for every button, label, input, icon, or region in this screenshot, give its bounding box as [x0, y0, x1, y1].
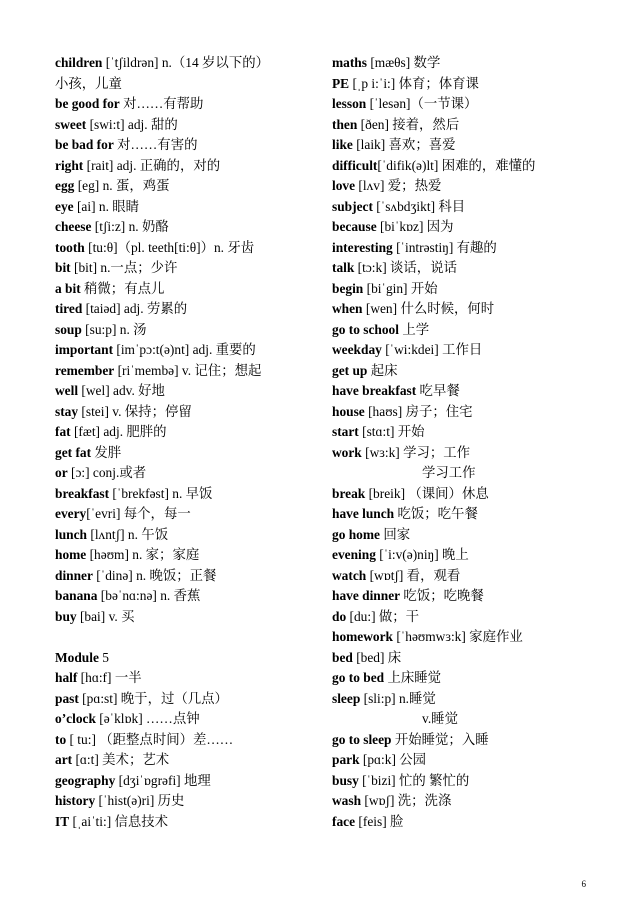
vocab-definition: [ˈdinə] n. 晚饭；正餐	[92, 567, 217, 583]
vocab-definition: 上学	[398, 321, 430, 337]
vocab-definition: 学习工作	[422, 465, 476, 480]
vocab-entry	[332, 279, 592, 300]
vocab-word: weekday	[332, 342, 382, 357]
vocab-definition: [ˌp i:ˈi:] 体育；体育课	[349, 75, 479, 91]
vocab-word: every	[55, 506, 87, 521]
vocab-entry	[332, 771, 592, 792]
vocab-entry	[332, 443, 592, 464]
vocab-entry	[55, 709, 310, 730]
vocab-definition: 对……有害的	[113, 137, 198, 152]
vocab-word: tooth	[55, 239, 85, 255]
vocab-entry	[55, 53, 310, 74]
vocab-definition: [ˈtʃildrən] n.（14 岁以下的）	[102, 55, 269, 70]
vocab-entry	[332, 525, 592, 546]
page-number: 6	[581, 879, 586, 889]
vocab-word: have breakfast	[332, 383, 417, 398]
vocab-definition: [tʃi:z] n. 奶酪	[91, 219, 169, 234]
vocab-definition: [haʊs] 房子；住宅	[364, 403, 473, 419]
vocab-definition: [ˌaiˈti:] 信息技术	[69, 813, 169, 829]
vocab-entry	[332, 53, 592, 74]
vocab-word: bit	[55, 260, 71, 275]
vocab-word: subject	[332, 198, 373, 214]
vocab-entry	[332, 217, 592, 238]
vocab-definition: [ðen] 接着，然后	[357, 116, 460, 132]
vocab-word: maths	[332, 55, 367, 70]
vocab-word: important	[55, 342, 114, 357]
vocab-word: o’clock	[55, 711, 96, 726]
vocab-entry	[332, 689, 592, 710]
vocab-entry	[332, 422, 592, 443]
vocab-definition: [biˈkɒz] 因为	[376, 219, 454, 234]
vocab-definition: [ˈbrekfəst] n. 早饭	[109, 485, 213, 501]
vocab-definition: [əˈklɒk] ……点钟	[95, 711, 200, 726]
vocab-word: get fat	[55, 444, 92, 460]
vocab-definition: 对……有帮助	[119, 96, 204, 111]
vocab-word: fat	[55, 424, 71, 439]
vocab-entry	[332, 566, 592, 587]
vocab-word: art	[55, 752, 73, 767]
vocab-definition: [wɒʃ] 洗；洗涤	[361, 793, 452, 808]
vocab-entry	[332, 545, 592, 566]
vocab-definition: [ˈhəʊmwɜ:k] 家庭作业	[393, 629, 523, 644]
vocab-entry	[332, 156, 592, 177]
vocab-word: well	[55, 383, 79, 398]
vocab-definition: [pɑ:st] 晚于，过（几点）	[78, 690, 228, 706]
vocab-word: when	[332, 301, 363, 316]
vocab-word: eye	[55, 198, 74, 214]
vocab-word: Module	[55, 649, 99, 665]
vocab-entry	[55, 545, 310, 566]
vocab-definition: [dʒiˈɒgrəfi] 地理	[115, 772, 211, 788]
vocab-word: go to school	[332, 321, 399, 337]
vocab-definition: [ˈhist(ə)ri] 历史	[95, 793, 185, 808]
vocab-entry	[55, 197, 310, 218]
vocab-definition: 小孩，儿童	[55, 75, 122, 91]
vocab-word: a bit	[55, 280, 81, 296]
vocab-word: right	[55, 157, 84, 173]
vocab-entry	[55, 463, 310, 484]
vocab-definition: [wɒtʃ] 看，观看	[366, 567, 461, 583]
vocab-word: difficult	[332, 157, 378, 173]
vocab-word: half	[55, 670, 78, 685]
vocab-entry	[332, 74, 592, 95]
vocab-entry	[55, 607, 310, 628]
vocab-definition: [breik] （课间）休息	[365, 485, 489, 501]
vocab-entry	[332, 463, 592, 484]
vocab-word: bed	[332, 649, 353, 665]
vocab-definition: [wen] 什么时候，何时	[362, 301, 495, 316]
vocab-entry	[332, 812, 592, 833]
vocab-entry	[332, 197, 592, 218]
vocabulary-column-left	[55, 53, 310, 832]
vocab-entry	[332, 627, 592, 648]
vocab-definition: [taiəd] adj. 劳累的	[82, 301, 188, 316]
vocab-definition: [bəˈnɑ:nə] n. 香蕉	[97, 588, 201, 603]
vocab-definition: [ˈintrəstiŋ] 有趣的	[392, 239, 497, 255]
vocab-entry	[332, 402, 592, 423]
vocab-entry	[55, 381, 310, 402]
vocab-entry	[332, 668, 592, 689]
vocab-word: lunch	[55, 526, 88, 542]
vocab-definition: [ˈdifik(ə)lt] 困难的，难懂的	[377, 157, 536, 173]
vocab-word: stay	[55, 403, 79, 419]
vocab-definition: 上床睡觉	[384, 670, 442, 685]
vocab-definition: [lʌntʃ] n. 午饭	[87, 526, 169, 542]
vocab-entry	[332, 791, 592, 812]
vocab-word: do	[332, 608, 347, 624]
vocab-word: soup	[55, 321, 82, 337]
vocab-entry	[55, 238, 310, 259]
vocab-word: begin	[332, 280, 364, 296]
vocab-word: talk	[332, 260, 355, 275]
vocab-entry	[55, 217, 310, 238]
vocab-entry	[55, 422, 310, 443]
vocab-word: PE	[332, 75, 350, 91]
vocab-word: go to sleep	[332, 731, 392, 747]
vocab-definition: [ˈlesən]（一节课）	[366, 96, 478, 111]
vocab-entry	[55, 135, 310, 156]
vocab-definition: [mæθs] 数学	[366, 55, 441, 70]
vocab-word: past	[55, 690, 79, 706]
vocab-entry	[332, 135, 592, 156]
vocab-definition: [ɑ:t] 美术；艺术	[72, 752, 170, 767]
vocab-definition: [tɔ:k] 谈话，说话	[354, 260, 457, 275]
vocab-entry	[332, 504, 592, 525]
vocab-word: history	[55, 793, 96, 808]
vocab-word: sleep	[332, 690, 361, 706]
vocab-entry	[55, 668, 310, 689]
vocab-entry	[332, 586, 592, 607]
vocab-definition: [wɜ:k] 学习；工作	[361, 444, 471, 460]
vocab-word: busy	[332, 772, 359, 788]
vocab-word: because	[332, 219, 377, 234]
vocab-definition: 起床	[367, 362, 398, 378]
vocab-word: be bad for	[55, 137, 114, 152]
vocab-entry	[332, 607, 592, 628]
vocab-entry	[332, 238, 592, 259]
vocab-entry	[55, 566, 310, 587]
vocab-word: breakfast	[55, 485, 110, 501]
vocab-definition: [stɑ:t] 开始	[358, 424, 425, 439]
vocab-entry	[332, 381, 592, 402]
vocab-word: break	[332, 485, 366, 501]
vocab-entry	[55, 771, 310, 792]
vocab-definition: [hɑ:f] 一半	[77, 670, 142, 685]
vocab-entry	[332, 320, 592, 341]
vocab-entry	[332, 361, 592, 382]
vocab-definition: [swi:t] adj. 甜的	[86, 116, 178, 132]
vocab-word: have dinner	[332, 588, 401, 603]
vocab-word: dinner	[55, 567, 93, 583]
vocab-word: interesting	[332, 239, 393, 255]
vocab-entry	[55, 484, 310, 505]
vocab-entry	[332, 299, 592, 320]
vocab-entry	[55, 279, 310, 300]
vocab-entry	[55, 74, 310, 95]
vocab-word: start	[332, 424, 359, 439]
vocab-definition: [stei] v. 保持；停留	[78, 403, 192, 419]
vocab-definition: [fæt] adj. 肥胖的	[70, 424, 167, 439]
vocab-word: or	[55, 465, 68, 480]
vocab-word: lesson	[332, 96, 367, 111]
vocab-entry	[55, 156, 310, 177]
module-heading	[55, 648, 310, 669]
vocab-definition: [ai] n. 眼睛	[73, 198, 140, 214]
vocab-definition: 回家	[379, 526, 411, 542]
vocab-definition: 5	[98, 649, 109, 665]
vocab-definition: [ˈi:v(ə)niŋ] 晚上	[375, 547, 469, 562]
vocab-entry	[55, 402, 310, 423]
vocab-definition: [du:] 做；干	[346, 608, 420, 624]
vocab-definition: [sli:p] n.睡觉	[360, 690, 436, 706]
vocab-word: homework	[332, 629, 393, 644]
vocab-entry	[332, 730, 592, 751]
vocab-word: geography	[55, 772, 116, 788]
vocab-entry	[55, 750, 310, 771]
vocab-definition: [riˈmembə] v. 记住；想起	[114, 362, 262, 378]
vocab-entry	[332, 648, 592, 669]
vocabulary-column-right	[332, 53, 592, 832]
vocab-definition: [ tu:] （距整点时间）差……	[66, 731, 234, 747]
vocab-word: cheese	[55, 219, 92, 234]
vocab-definition: [imˈpɔ:t(ə)nt] adj. 重要的	[113, 342, 256, 357]
vocab-entry	[55, 320, 310, 341]
vocab-word: buy	[55, 608, 77, 624]
vocab-definition: [ˈevri] 每个，每一	[86, 506, 191, 521]
vocab-entry	[55, 812, 310, 833]
vocab-entry	[55, 258, 310, 279]
vocab-entry	[55, 115, 310, 136]
vocab-word: children	[55, 55, 103, 70]
vocab-word: house	[332, 403, 365, 419]
vocab-word: go home	[332, 526, 380, 542]
blank-line	[55, 627, 310, 648]
vocab-definition: [lʌv] 爱；热爱	[355, 178, 442, 193]
vocab-definition: [pɑ:k] 公园	[359, 752, 427, 767]
vocab-word: park	[332, 752, 360, 767]
vocab-definition: [su:p] n. 汤	[81, 321, 147, 337]
vocab-word: tired	[55, 301, 83, 316]
vocab-word: love	[332, 178, 356, 193]
vocab-word: remember	[55, 362, 115, 378]
vocab-entry	[332, 750, 592, 771]
vocab-word: IT	[55, 813, 70, 829]
vocab-entry	[332, 340, 592, 361]
vocab-word: work	[332, 444, 362, 460]
vocab-entry	[332, 176, 592, 197]
vocab-definition: [biˈgin] 开始	[363, 280, 438, 296]
vocab-entry	[55, 504, 310, 525]
vocab-word: get up	[332, 362, 368, 378]
vocab-definition: 吃饭；吃午餐	[394, 506, 478, 521]
vocab-word: egg	[55, 178, 75, 193]
vocab-entry	[332, 484, 592, 505]
vocab-entry	[332, 115, 592, 136]
vocab-definition: 开始睡觉；入睡	[391, 731, 489, 747]
vocab-entry	[55, 586, 310, 607]
vocab-word: face	[332, 813, 356, 829]
vocab-word: go to bed	[332, 670, 385, 685]
vocab-entry	[55, 443, 310, 464]
vocab-entry	[55, 791, 310, 812]
vocab-definition: [rait] adj. 正确的，对的	[83, 157, 221, 173]
vocab-definition: [feis] 脸	[355, 813, 404, 829]
vocab-definition: 稍微；有点儿	[80, 280, 165, 296]
vocab-entry	[332, 94, 592, 115]
vocab-entry	[55, 176, 310, 197]
vocab-entry	[332, 258, 592, 279]
vocab-entry	[55, 689, 310, 710]
vocab-definition: 吃早餐	[416, 383, 460, 398]
vocab-definition: [laik] 喜欢；喜爱	[352, 137, 456, 152]
vocab-word: evening	[332, 547, 376, 562]
vocab-entry	[55, 525, 310, 546]
vocab-entry	[55, 340, 310, 361]
vocab-definition: [bit] n.一点；少许	[70, 260, 178, 275]
vocab-word: home	[55, 547, 87, 562]
vocab-definition: 吃饭；吃晚餐	[400, 588, 484, 603]
vocab-definition: [ɔ:] conj.或者	[67, 465, 147, 480]
vocab-word: to	[55, 731, 67, 747]
vocab-definition: [ˈwi:kdei] 工作日	[381, 342, 483, 357]
vocab-definition: [həʊm] n. 家；家庭	[86, 547, 200, 562]
vocab-word: have lunch	[332, 506, 395, 521]
vocab-entry	[55, 299, 310, 320]
vocab-word: banana	[55, 588, 98, 603]
vocab-definition: 发胖	[91, 444, 122, 460]
vocab-word: sweet	[55, 116, 87, 132]
vocab-entry	[55, 730, 310, 751]
vocab-definition: [ˈbizi] 忙的 繁忙的	[358, 772, 470, 788]
vocab-entry	[55, 94, 310, 115]
vocab-definition: [bed] 床	[352, 649, 402, 665]
vocab-definition: v.睡觉	[422, 711, 458, 726]
vocab-word: like	[332, 137, 353, 152]
vocab-entry	[55, 361, 310, 382]
vocab-definition: [tu:θ]（pl. teeth[ti:θ]）n. 牙齿	[84, 239, 255, 255]
vocab-definition: [eg] n. 蛋，鸡蛋	[74, 178, 170, 193]
vocab-word: then	[332, 116, 358, 132]
vocab-word: wash	[332, 793, 362, 808]
vocab-word: watch	[332, 567, 367, 583]
vocab-word: be good for	[55, 96, 120, 111]
vocab-definition: [ˈsʌbdʒikt] 科目	[372, 198, 466, 214]
vocab-definition: [bai] v. 买	[76, 608, 135, 624]
vocab-entry	[332, 709, 592, 730]
vocab-definition: [wel] adv. 好地	[78, 383, 165, 398]
